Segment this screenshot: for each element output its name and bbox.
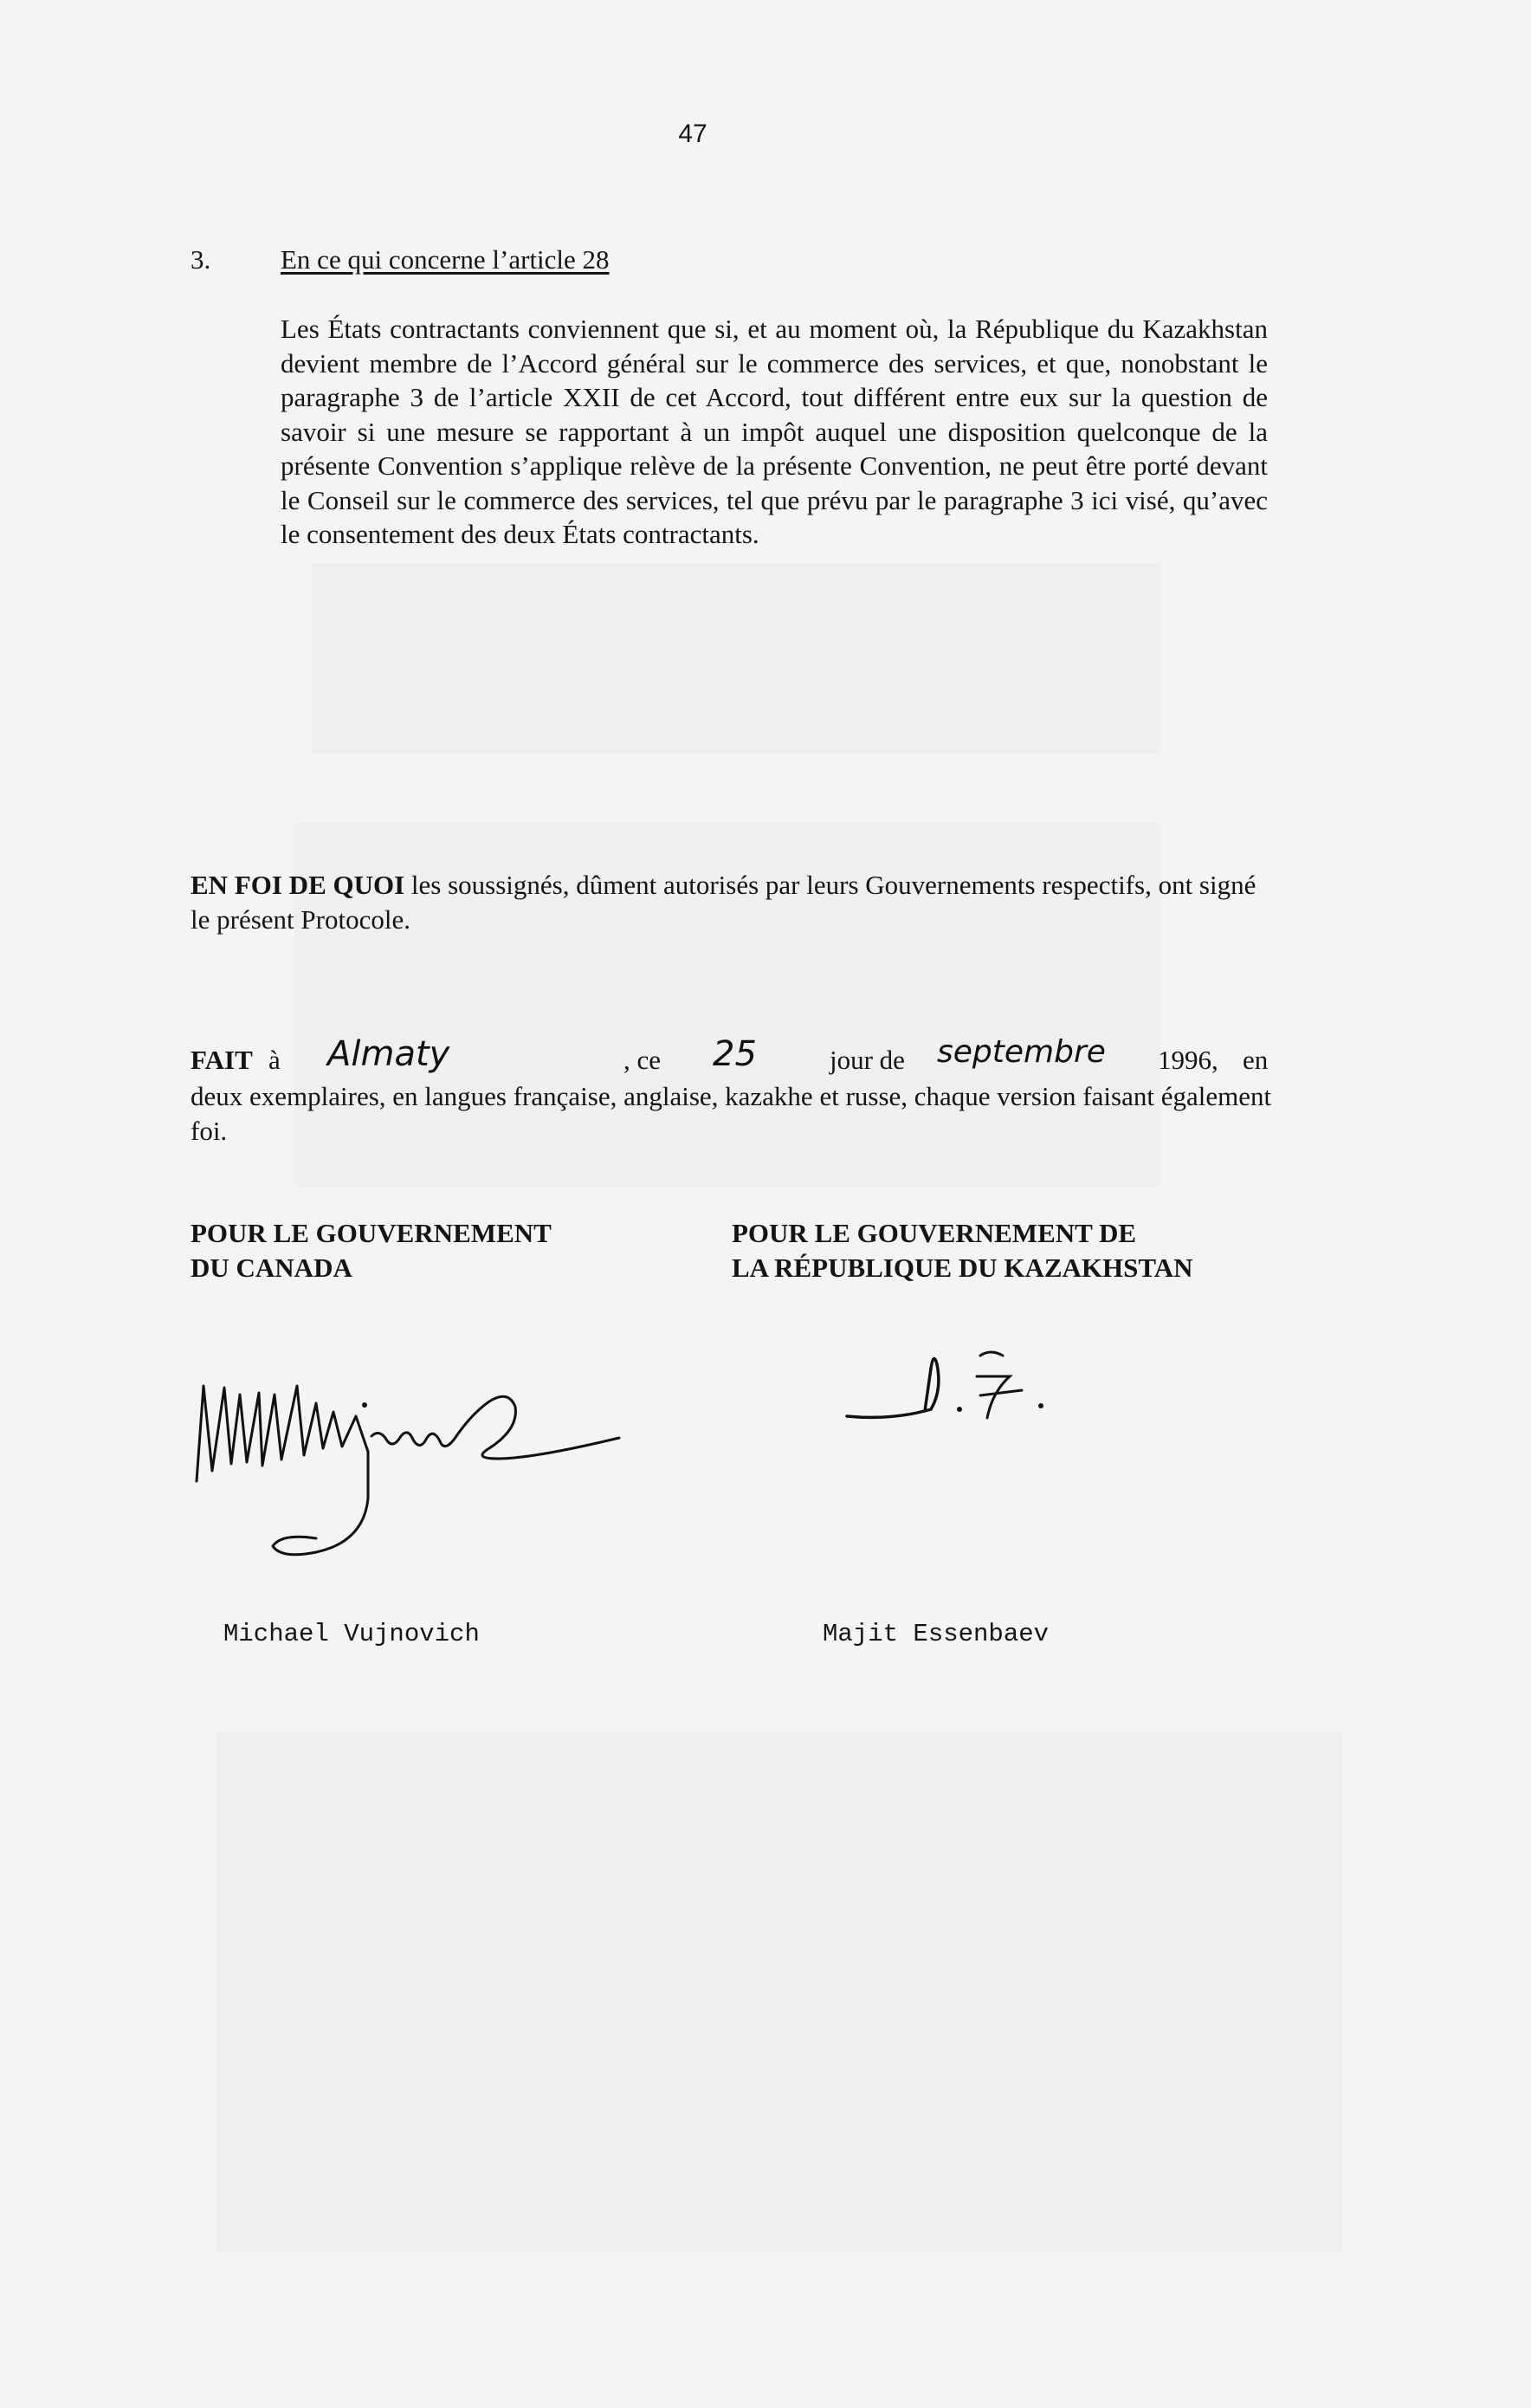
heading-line: POUR LE GOUVERNEMENT DE: [732, 1218, 1137, 1248]
show-through-block: [312, 563, 1160, 754]
section-body: Les États contractants conviennent que si, et au moment où, la République du Kazakhstan devient membre de l’Accord général sur le commerce des services, et que, nonobstant le paragraphe 3 de l’article XXII de cet Accord, tout différent entre eux sur la question de savoir si une mesure se rapportant à un impôt auquel une disposition quelconque de la présente Convention s’applique relève de la présente Convention, ne peut être porté devant le Conseil sur le commerce des services, tel que prévu par le paragraphe 3 ici visé, qu’avec le consentement des deux États contractants.: [281, 314, 1268, 549]
section-number: 3.: [191, 244, 211, 275]
section-title: En ce qui concerne l’article 28: [281, 244, 610, 275]
witness-lead: EN FOI DE QUOI: [191, 870, 405, 900]
signature-canada: [186, 1369, 636, 1568]
signer-name-canada: Michael Vujnovich: [223, 1620, 480, 1648]
done-rest: deux exemplaires, en langues française, anglaise, kazakhe et russe, chaque version faisant également foi.: [191, 1081, 1272, 1146]
done-a: à: [268, 1045, 281, 1075]
done-jour-de: jour de: [830, 1045, 905, 1075]
witness-clause: [191, 868, 1269, 936]
done-ce: , ce: [623, 1045, 662, 1075]
handwritten-day: 25: [713, 1034, 757, 1074]
signature-kazakhstan: [840, 1338, 1117, 1434]
handwritten-month: septembre: [937, 1034, 1106, 1070]
done-en: en: [1243, 1045, 1269, 1075]
heading-line: LA RÉPUBLIQUE DU KAZAKHSTAN: [732, 1253, 1193, 1283]
done-year: 1996,: [1158, 1045, 1218, 1075]
done-lead: FAIT: [191, 1045, 253, 1075]
signatory-heading-kazakhstan: [732, 1216, 1193, 1285]
heading-line: DU CANADA: [191, 1253, 352, 1283]
page-number: 47: [678, 120, 707, 148]
signatory-heading-canada: [191, 1216, 552, 1285]
heading-line: POUR LE GOUVERNEMENT: [191, 1218, 552, 1248]
show-through-block: [216, 1732, 1342, 2252]
done-line: [191, 1034, 1273, 1083]
handwritten-place: Almaty: [327, 1034, 450, 1074]
signer-name-kazakhstan: Majit Essenbaev: [823, 1620, 1050, 1648]
witness-text: les soussignés, dûment autorisés par leurs Gouvernements respectifs, ont signé le présent Protocole.: [191, 870, 1256, 935]
